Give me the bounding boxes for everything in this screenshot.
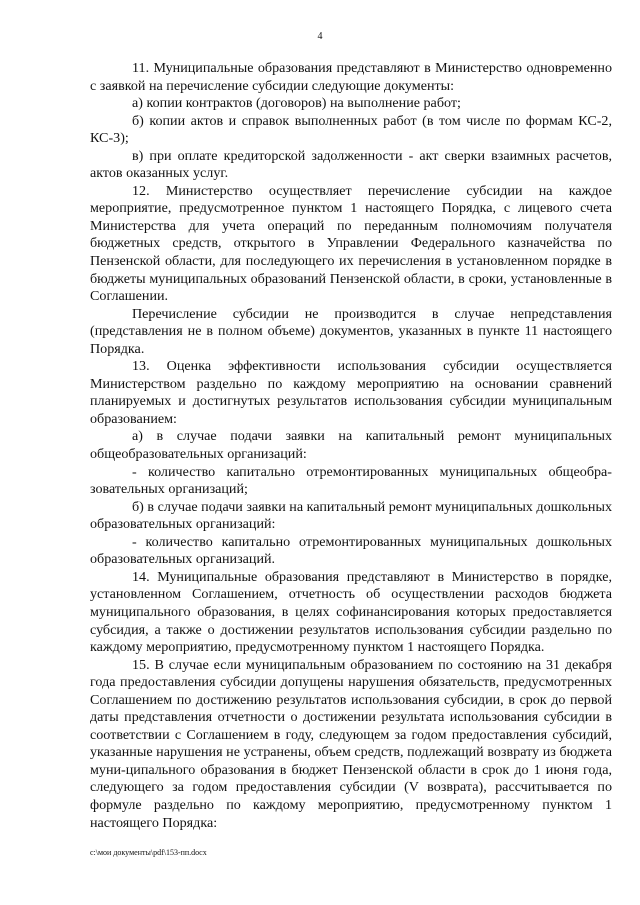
page-number: 4 — [317, 31, 323, 42]
paragraph-13-a-indicator: - количество капитально отремонтированных муниципальных общеобра-зовательных организаций; — [90, 463, 612, 498]
paragraph-11-b: б) копии актов и справок выполненных работ (в том числе по формам КС-2, КС-3); — [90, 112, 612, 147]
paragraph-13-a: а) в случае подачи заявки на капитальный ремонт муниципальных общеобразовательных организаций: — [90, 428, 612, 463]
paragraph-13-b-indicator: - количество капитально отремонтированных муниципальных дошкольных образовательных организаций. — [90, 533, 612, 568]
paragraph-13-b: б) в случае подачи заявки на капитальный ремонт муниципальных дошкольных образовательных организаций: — [90, 498, 612, 533]
document-body — [90, 60, 612, 832]
paragraph-11-intro: 11. Муниципальные образования представляют в Министерство одновременно с заявкой на перечисление субсидии следующие документы: — [90, 60, 612, 94]
paragraph-15: 15. В случае если муниципальным образованием по состоянию на 31 декабря года предоставления субсидии допущены нарушения обязательств, предусмотренных Соглашением по достижению результатов использования субсидии, в срок до первой даты представления отчетности о достижении результата использования субсидии в соответствии с Соглашением в году, следующем за годом предоставления субсидий, указанные нарушения не устранены, объем средств, подлежащий возврату из бюджета муни-ципального образования в бюджет Пензенской области в срок до 1 июня года, следующего за годом предоставления субсидии (V возврата), рассчитывается по формуле раздельно по каждому мероприятию, предусмотренному пунктом 1 настоящего Порядка: — [90, 656, 612, 831]
paragraph-13: 13. Оценка эффективности использования субсидии осуществляется Министерством раздельно по каждому мероприятию на основании сравнений планируемых и достигнутых результатов использования субсидии муниципальным образованием: — [90, 358, 612, 427]
paragraph-12-note: Перечисление субсидии не производится в случае непредставления (представления не в полном объеме) документов, указанных в пункте 11 настоящего Порядка. — [90, 305, 612, 357]
paragraph-12: 12. Министерство осуществляет перечисление субсидии на каждое мероприятие, предусмотренное пунктом 1 настоящего Порядка, с лицевого счета Министерства для учета операций по переданным полномочиям получателя бюджетных средств, открытого в Управлении Федерального казначейства по Пензенской области, для последующего их перечисления в установленном порядке в бюджеты муниципальных образований Пензенской области, в сроки, установленные в Соглашении. — [90, 182, 612, 305]
paragraph-14: 14. Муниципальные образования представляют в Министерство в порядке, установленном Соглашением, отчетность об осуществлении расходов бюджета муниципального образования, в целях софинансирования которых предоставляется субсидия, а также о достижении результатов использования субсидии раздельно по каждому мероприятию, предусмотренному пунктом 1 настоящего Порядка. — [90, 568, 612, 656]
paragraph-11-v: в) при оплате кредиторской задолженности - акт сверки взаимных расчетов, актов оказанных услуг. — [90, 147, 612, 182]
file-path-footer: c:\мои документы\pdf\153-пп.docx — [90, 848, 207, 857]
paragraph-11-a: а) копии контрактов (договоров) на выполнение работ; — [132, 95, 461, 112]
